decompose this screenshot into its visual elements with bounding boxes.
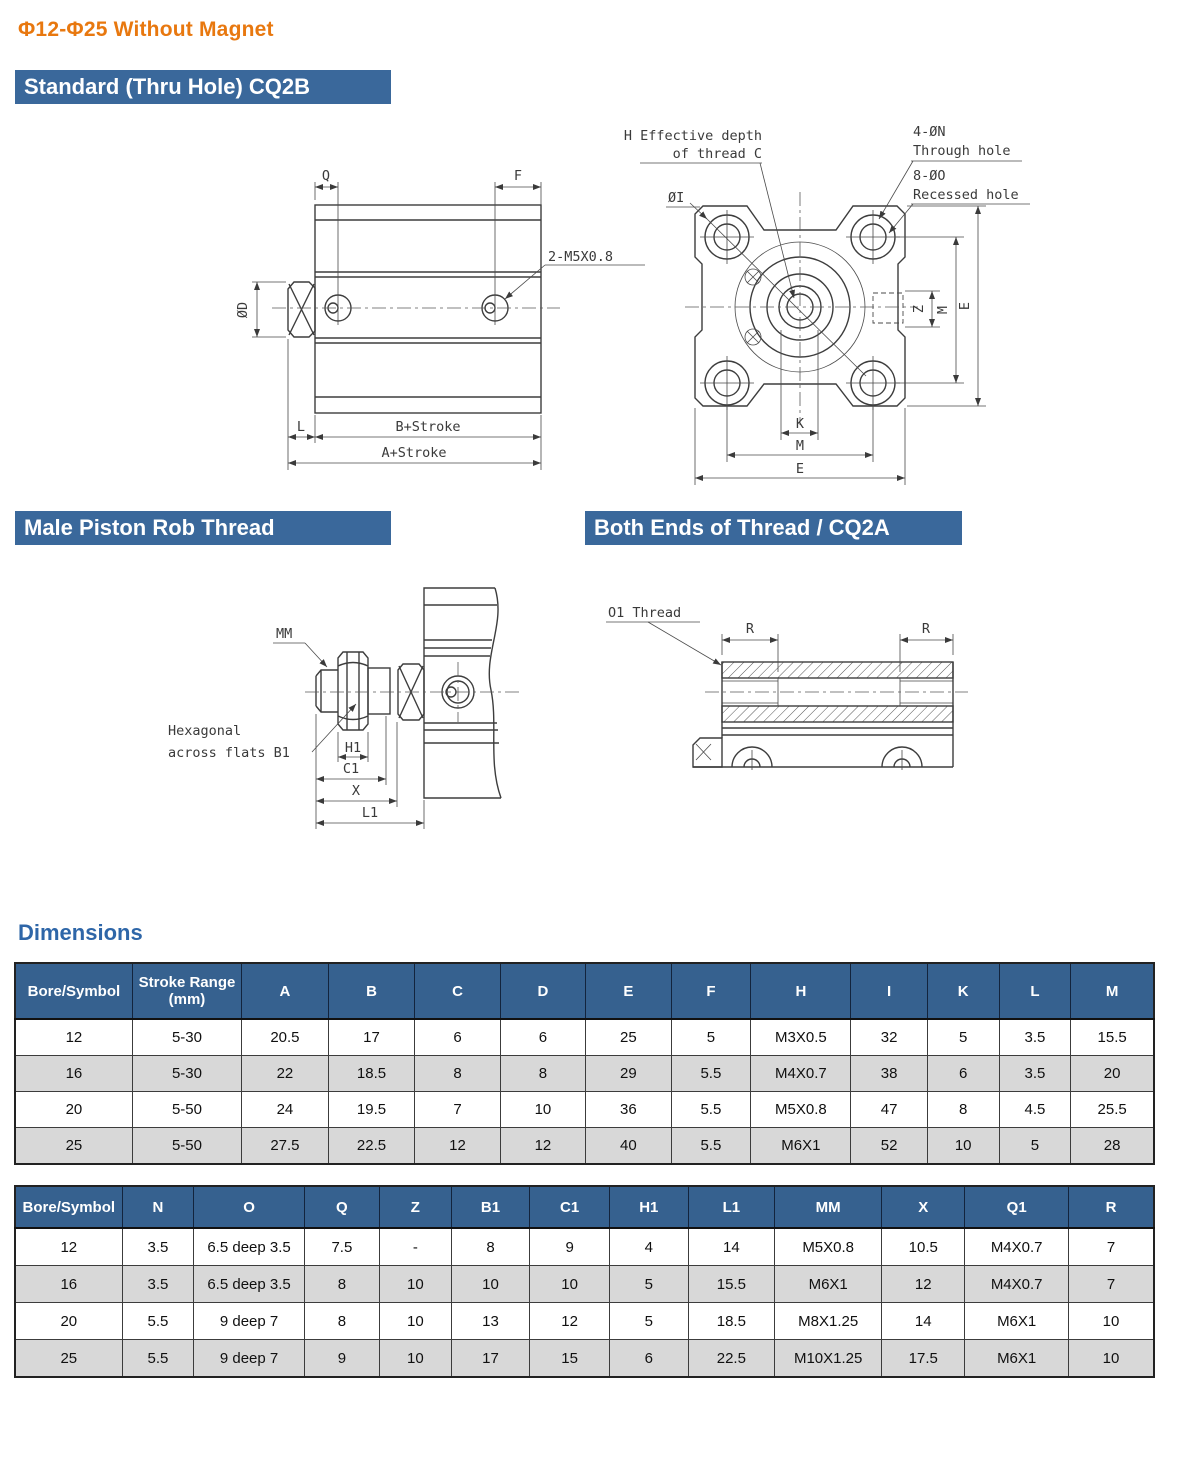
- column-header: Q: [304, 1186, 379, 1228]
- table-cell: 5: [999, 1128, 1071, 1165]
- dim-label-mm: MM: [276, 626, 293, 642]
- dim-label-b-stroke: B+Stroke: [395, 419, 461, 435]
- section-banner-male-piston: Male Piston Rob Thread: [15, 511, 391, 545]
- table-row: [15, 1340, 1154, 1378]
- table-cell: 7: [415, 1092, 500, 1128]
- column-header: Bore/Symbol: [15, 963, 132, 1019]
- table-cell: 8: [304, 1303, 379, 1340]
- table-cell: 10: [379, 1266, 451, 1303]
- cylinder-body-outline: [288, 205, 541, 413]
- dim-label-x: X: [351, 783, 361, 799]
- table-cell: M10X1.25: [775, 1340, 882, 1378]
- table-cell: 32: [851, 1019, 927, 1056]
- table-cell: 17: [328, 1019, 415, 1056]
- column-header: R: [1068, 1186, 1154, 1228]
- table-cell: 38: [851, 1056, 927, 1092]
- table-cell: 5.5: [671, 1056, 751, 1092]
- break-line: [489, 588, 501, 798]
- dim-label-q: Q: [321, 168, 331, 184]
- column-header: B1: [451, 1186, 530, 1228]
- table-cell: M6X1: [775, 1266, 882, 1303]
- table-cell: 5-50: [132, 1128, 241, 1165]
- dim-label-k: K: [795, 416, 805, 432]
- table-cell: 7.5: [304, 1228, 379, 1266]
- table-cell: 14: [688, 1228, 775, 1266]
- table-cell: M3X0.5: [751, 1019, 851, 1056]
- table-cell: 29: [586, 1056, 671, 1092]
- column-header: Bore/Symbol: [15, 1186, 122, 1228]
- table-cell: 5: [671, 1019, 751, 1056]
- dim-label-r-left: R: [745, 621, 755, 637]
- table-cell: 20: [15, 1303, 122, 1340]
- table-cell: 10: [500, 1092, 585, 1128]
- table-cell: 16: [15, 1266, 122, 1303]
- o1-thread-label: O1 Thread: [608, 605, 682, 621]
- table-row: [15, 1019, 1154, 1056]
- column-header: B: [328, 963, 415, 1019]
- h-note-line1: H Effective depth: [623, 128, 762, 144]
- thread-note-label: 2-M5X0.8: [548, 249, 614, 265]
- table-cell: M6X1: [965, 1340, 1069, 1378]
- table-cell: 10.5: [882, 1228, 965, 1266]
- column-header: O: [194, 1186, 304, 1228]
- n-hole-note-line2: Through hole: [913, 143, 1011, 159]
- table-cell: 3.5: [122, 1266, 194, 1303]
- table-cell: 28: [1071, 1128, 1154, 1165]
- column-header: C1: [530, 1186, 610, 1228]
- table-cell: 25: [586, 1019, 671, 1056]
- dim-label-c1: C1: [342, 761, 360, 777]
- table-cell: 47: [851, 1092, 927, 1128]
- table-cell: 10: [1068, 1303, 1154, 1340]
- table-cell: 40: [586, 1128, 671, 1165]
- table-cell: 5: [927, 1019, 999, 1056]
- table-cell: 12: [882, 1266, 965, 1303]
- table-cell: 3.5: [999, 1019, 1071, 1056]
- dim-label-f: F: [513, 168, 523, 184]
- table-cell: M4X0.7: [751, 1056, 851, 1092]
- column-header: H: [751, 963, 851, 1019]
- dim-label-l: L: [296, 419, 306, 435]
- column-header: D: [500, 963, 585, 1019]
- dim-label-a-stroke: A+Stroke: [381, 445, 447, 461]
- header-row: [15, 1186, 1154, 1228]
- table-cell: 9 deep 7: [194, 1303, 304, 1340]
- centerlines: [305, 662, 520, 722]
- column-header: Stroke Range (mm): [132, 963, 241, 1019]
- table-cell: 10: [379, 1340, 451, 1378]
- table-cell: 20: [1071, 1056, 1154, 1092]
- page-title: Φ12-Φ25 Without Magnet: [18, 18, 274, 41]
- table-cell: M5X0.8: [751, 1092, 851, 1128]
- drawing-thread-section: [585, 585, 995, 810]
- column-header: L: [999, 963, 1071, 1019]
- dim-label-l1: L1: [361, 805, 379, 821]
- table-cell: 17: [451, 1340, 530, 1378]
- centerlines: [685, 192, 918, 425]
- table-cell: 6.5 deep 3.5: [194, 1266, 304, 1303]
- table-cell: 5-30: [132, 1019, 241, 1056]
- table-cell: 6: [415, 1019, 500, 1056]
- table-cell: 15.5: [1071, 1019, 1154, 1056]
- hatched-wall-top: [722, 662, 953, 678]
- table-cell: 25.5: [1071, 1092, 1154, 1128]
- section-banner-standard: Standard (Thru Hole) CQ2B: [15, 70, 391, 104]
- table-cell: 7: [1068, 1228, 1154, 1266]
- dimensions-table-main: [14, 962, 1155, 1165]
- table-cell: 8: [500, 1056, 585, 1092]
- table-cell: 22.5: [328, 1128, 415, 1165]
- table-cell: 7: [1068, 1266, 1154, 1303]
- table-cell: 5.5: [671, 1092, 751, 1128]
- header-row: [15, 963, 1154, 1019]
- dim-label-od: ØD: [235, 301, 251, 319]
- hex-note-line1: Hexagonal: [168, 723, 242, 739]
- table-cell: -: [379, 1228, 451, 1266]
- column-header: A: [242, 963, 329, 1019]
- table-cell: M8X1.25: [775, 1303, 882, 1340]
- table-cell: M5X0.8: [775, 1228, 882, 1266]
- table-row: [15, 1303, 1154, 1340]
- table-cell: 10: [530, 1266, 610, 1303]
- section-outline: [693, 662, 953, 770]
- table-cell: 9: [304, 1340, 379, 1378]
- column-header: I: [851, 963, 927, 1019]
- table-cell: 5: [610, 1266, 689, 1303]
- table-cell: 3.5: [122, 1228, 194, 1266]
- column-header: MM: [775, 1186, 882, 1228]
- table-cell: 12: [500, 1128, 585, 1165]
- table-cell: 8: [927, 1092, 999, 1128]
- table-cell: 15.5: [688, 1266, 775, 1303]
- table-cell: 15: [530, 1340, 610, 1378]
- hatched-wall-bottom: [722, 706, 953, 722]
- table-cell: 22: [242, 1056, 329, 1092]
- table-cell: 25: [15, 1128, 132, 1165]
- dim-label-e-bottom: E: [795, 461, 805, 477]
- table-cell: 52: [851, 1128, 927, 1165]
- table-cell: 8: [304, 1266, 379, 1303]
- table-cell: 6: [927, 1056, 999, 1092]
- dim-label-m-right: M: [935, 305, 951, 315]
- column-header: H1: [610, 1186, 689, 1228]
- dimensions-table-secondary: [14, 1185, 1155, 1378]
- dim-label-m-bottom: M: [795, 438, 805, 454]
- column-header: M: [1071, 963, 1154, 1019]
- table-cell: 9: [530, 1228, 610, 1266]
- table-cell: 36: [586, 1092, 671, 1128]
- table-cell: 10: [379, 1303, 451, 1340]
- table-cell: 19.5: [328, 1092, 415, 1128]
- table-cell: 18.5: [328, 1056, 415, 1092]
- table-cell: 20.5: [242, 1019, 329, 1056]
- table-cell: 22.5: [688, 1340, 775, 1378]
- mount-boss: [693, 738, 722, 767]
- table-row: [15, 1056, 1154, 1092]
- o-hole-note-line1: 8-ØO: [913, 168, 946, 184]
- table-cell: 6: [610, 1340, 689, 1378]
- n-hole-note-line1: 4-ØN: [913, 124, 946, 140]
- table-cell: 6: [500, 1019, 585, 1056]
- washer: [368, 668, 390, 714]
- table-cell: 5-50: [132, 1092, 241, 1128]
- table-cell: 13: [451, 1303, 530, 1340]
- column-header: L1: [688, 1186, 775, 1228]
- table-cell: 12: [15, 1019, 132, 1056]
- column-header: N: [122, 1186, 194, 1228]
- table-cell: 6.5 deep 3.5: [194, 1228, 304, 1266]
- table-row: [15, 1228, 1154, 1266]
- dim-label-z: Z: [911, 304, 927, 314]
- drawing-front-view: [580, 110, 1035, 500]
- table-cell: 8: [415, 1056, 500, 1092]
- threaded-rod-end: [316, 670, 338, 712]
- dim-label-r-right: R: [921, 621, 931, 637]
- table-cell: 12: [415, 1128, 500, 1165]
- column-header: F: [671, 963, 751, 1019]
- table-row: [15, 1128, 1154, 1165]
- column-header: Q1: [965, 1186, 1069, 1228]
- table-cell: 25: [15, 1340, 122, 1378]
- table-cell: 5-30: [132, 1056, 241, 1092]
- table-cell: 27.5: [242, 1128, 329, 1165]
- table-cell: 10: [451, 1266, 530, 1303]
- dim-label-oi: ØI: [668, 190, 685, 206]
- column-header: K: [927, 963, 999, 1019]
- table-cell: 10: [927, 1128, 999, 1165]
- table-cell: 4.5: [999, 1092, 1071, 1128]
- dim-label-h1: H1: [344, 740, 362, 756]
- dimensions-heading: Dimensions: [18, 920, 143, 945]
- table-cell: 5.5: [122, 1303, 194, 1340]
- table-cell: 20: [15, 1092, 132, 1128]
- table-cell: 10: [1068, 1340, 1154, 1378]
- table-cell: 5.5: [671, 1128, 751, 1165]
- table-cell: 4: [610, 1228, 689, 1266]
- table-cell: 24: [242, 1092, 329, 1128]
- table-cell: 9 deep 7: [194, 1340, 304, 1378]
- table-cell: 14: [882, 1303, 965, 1340]
- table-cell: 12: [15, 1228, 122, 1266]
- table-cell: 8: [451, 1228, 530, 1266]
- table-cell: M4X0.7: [965, 1228, 1069, 1266]
- column-header: X: [882, 1186, 965, 1228]
- o-hole-note-line2: Recessed hole: [913, 187, 1019, 203]
- column-header: C: [415, 963, 500, 1019]
- table-cell: 5.5: [122, 1340, 194, 1378]
- table-cell: 5: [610, 1303, 689, 1340]
- table-cell: M4X0.7: [965, 1266, 1069, 1303]
- table-cell: 3.5: [999, 1056, 1071, 1092]
- cylinder-body-partial: [424, 588, 501, 798]
- table-cell: 16: [15, 1056, 132, 1092]
- table-cell: 12: [530, 1303, 610, 1340]
- table-row: [15, 1266, 1154, 1303]
- section-banner-both-ends: Both Ends of Thread / CQ2A: [585, 511, 962, 545]
- column-header: Z: [379, 1186, 451, 1228]
- h-note-line2: of thread C: [672, 146, 762, 162]
- table-cell: 18.5: [688, 1303, 775, 1340]
- table-cell: M6X1: [751, 1128, 851, 1165]
- drawing-rod-thread: [150, 555, 560, 855]
- hex-note-line2: across flats B1: [168, 745, 290, 761]
- table-cell: M6X1: [965, 1303, 1069, 1340]
- dim-label-e-right: E: [957, 301, 973, 311]
- table-cell: 17.5: [882, 1340, 965, 1378]
- table-row: [15, 1092, 1154, 1128]
- column-header: E: [586, 963, 671, 1019]
